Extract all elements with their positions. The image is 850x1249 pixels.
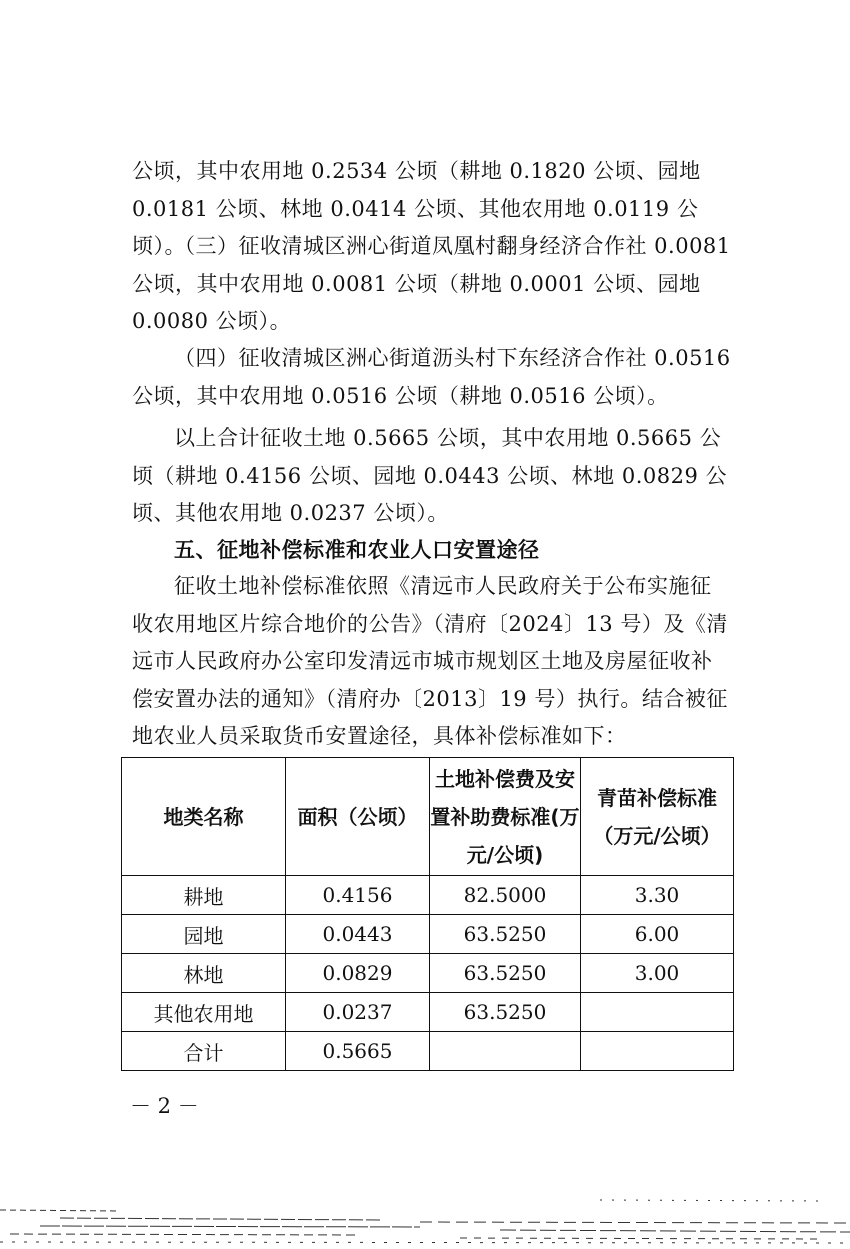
cell-area: 0.0443 xyxy=(286,915,430,954)
cell-crop-compensation: 3.30 xyxy=(581,876,734,915)
cell-land-type: 合计 xyxy=(122,1032,286,1071)
table-total-row xyxy=(122,1032,734,1071)
header-area: 面积（公顷） xyxy=(286,758,430,876)
cell-land-compensation xyxy=(430,1032,581,1071)
table-header-row xyxy=(122,758,734,876)
cell-area: 0.0237 xyxy=(286,993,430,1032)
table-row xyxy=(122,876,734,915)
cell-land-compensation: 63.5250 xyxy=(430,993,581,1032)
paragraph-5: 征收土地补偿标准依照《清远市人民政府关于公布实施征收农用地区片综合地价的公告》（清府〔2024〕13 号）及《清远市人民政府办公室印发清远市城市规划区土地及房屋征收补偿安置办法的通知》（清府办〔2013〕19 号）执行。结合被征地农业人员采取货币安置途径，具体补偿标准如下： xyxy=(132,574,728,748)
paragraph-3: （四）征收清城区洲心街道沥头村下东经济合作社 0.0516 公顷，其中农用地 0.0516 公顷（耕地 0.0516 公顷）。 xyxy=(132,346,731,408)
section-heading: 五、征地补偿标准和农业人口安置途径 xyxy=(174,538,540,562)
cell-land-compensation: 82.5000 xyxy=(430,876,581,915)
cell-crop-compensation: 3.00 xyxy=(581,954,734,993)
cell-land-type: 其他农用地 xyxy=(122,993,286,1032)
cell-crop-compensation xyxy=(581,993,734,1032)
paragraph-1: 公顷，其中农用地 0.2534 公顷（耕地 0.1820 公顷、园地 0.0181 公顷、林地 0.0414 公顷、其他农用地 0.0119 公顷）。 xyxy=(132,159,701,258)
page-number: － 2 － xyxy=(130,1094,199,1118)
cell-land-compensation: 63.5250 xyxy=(430,915,581,954)
cell-land-type: 耕地 xyxy=(122,876,286,915)
table-row xyxy=(122,993,734,1032)
paragraph-2: （三）征收清城区洲心街道凤凰村翻身经济合作社 0.0081 公顷，其中农用地 0.0081 公顷（耕地 0.0001 公顷、园地 0.0080 公顷）。 xyxy=(132,234,731,333)
scan-artifact-lines xyxy=(0,1180,850,1249)
table-row xyxy=(122,915,734,954)
compensation-table xyxy=(121,757,734,1071)
header-land-compensation: 土地补偿费及安置补助费标准(万元/公顷) xyxy=(430,758,581,876)
table-row xyxy=(122,954,734,993)
cell-area: 0.4156 xyxy=(286,876,430,915)
header-crop-compensation: 青苗补偿标准（万元/公顷） xyxy=(581,758,734,876)
cell-land-type: 林地 xyxy=(122,954,286,993)
cell-crop-compensation: 6.00 xyxy=(581,915,734,954)
cell-area: 0.0829 xyxy=(286,954,430,993)
cell-land-compensation: 63.5250 xyxy=(430,954,581,993)
header-land-type: 地类名称 xyxy=(122,758,286,876)
cell-area: 0.5665 xyxy=(286,1032,430,1071)
cell-crop-compensation xyxy=(581,1032,734,1071)
paragraph-4: 以上合计征收土地 0.5665 公顷，其中农用地 0.5665 公顷（耕地 0.4156 公顷、园地 0.0443 公顷、林地 0.0829 公顷、其他农用地 0.0237 公顷）。 xyxy=(132,426,727,525)
cell-land-type: 园地 xyxy=(122,915,286,954)
